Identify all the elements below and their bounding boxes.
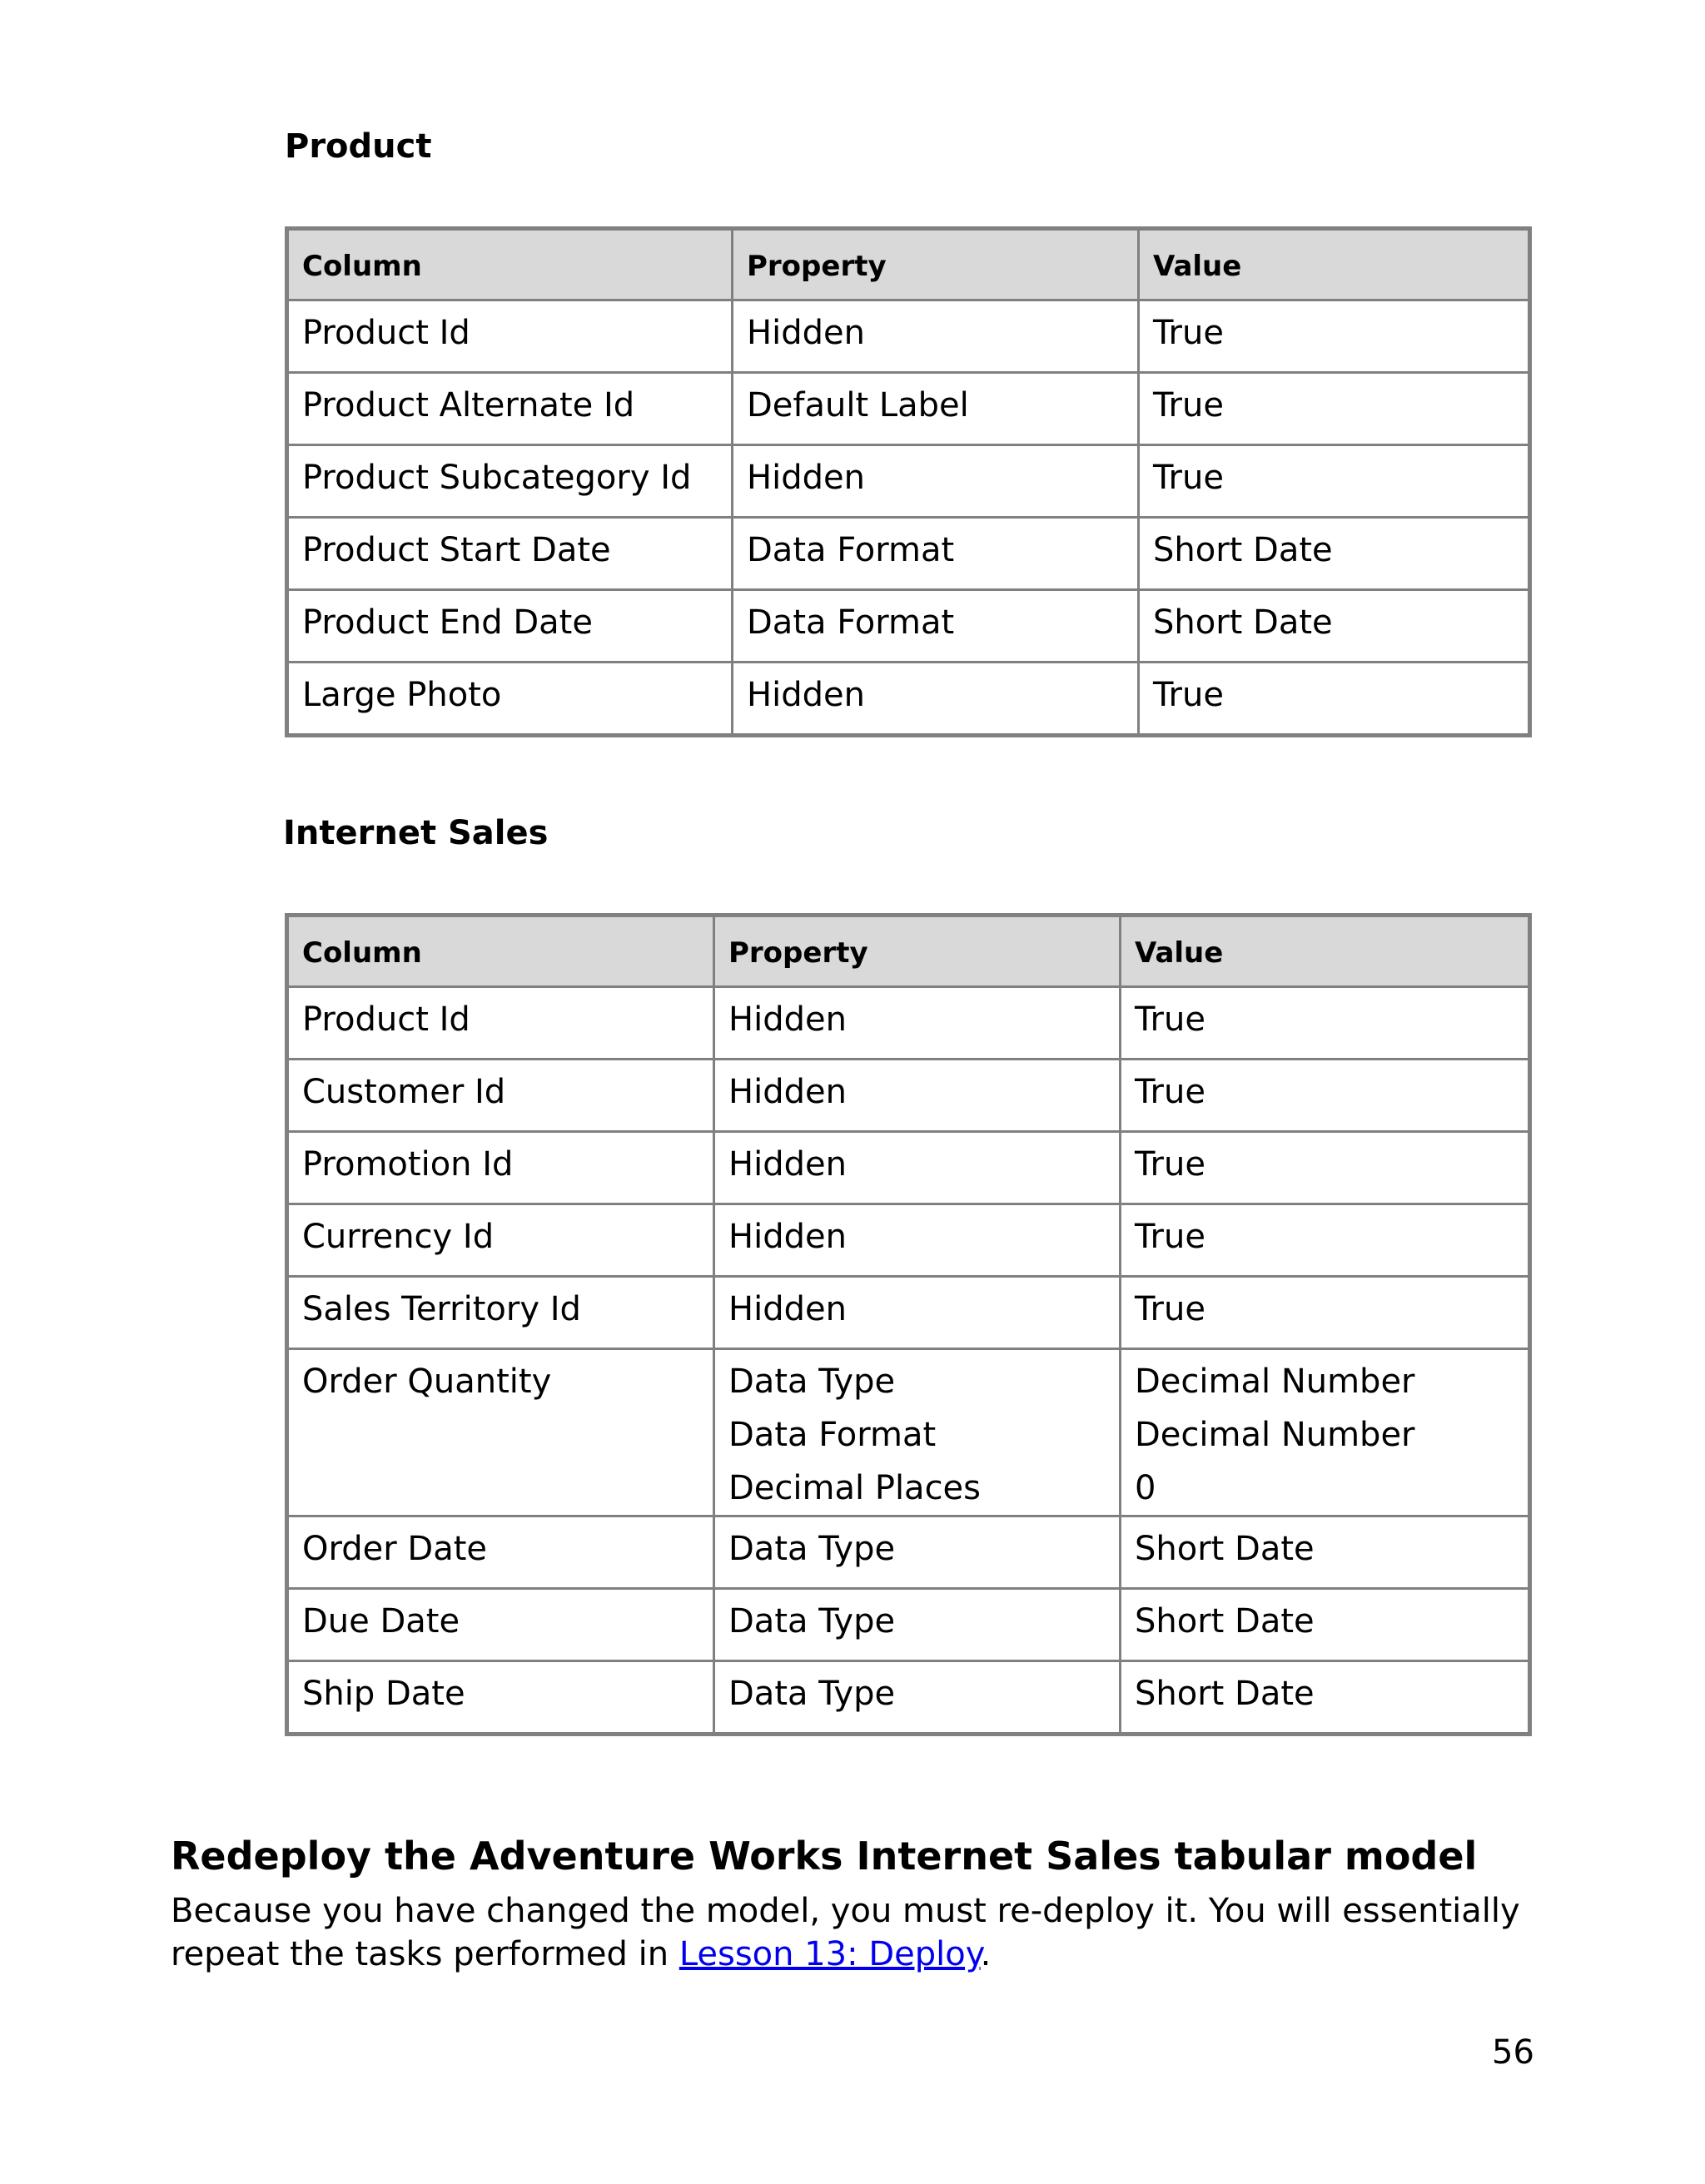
table-row (287, 1661, 1530, 1735)
table-header-row (287, 229, 1530, 300)
redeploy-body (171, 1889, 1544, 1976)
column-cell-text: Large Photo (302, 676, 502, 714)
value-cell-text: True (1153, 386, 1224, 424)
value-cell-text: Decimal Number (1135, 1416, 1415, 1454)
property-header: Property (733, 229, 1139, 300)
property-cell-text: Data Type (728, 1675, 896, 1713)
property-cell (733, 445, 1139, 518)
property-cell-text: Hidden (747, 459, 865, 497)
value-cell (1139, 300, 1530, 373)
column-cell-text: Product Id (302, 1000, 470, 1039)
table-row (287, 987, 1530, 1060)
property-cell-text: Data Format (728, 1416, 937, 1454)
property-cell-text: Hidden (728, 1073, 847, 1111)
property-cell-text: Data Format (747, 603, 955, 642)
table-row (287, 1060, 1530, 1132)
column-cell-text: Product Subcategory Id (302, 459, 692, 497)
table-row (287, 373, 1530, 445)
table-row (287, 300, 1530, 373)
value-cell-text: Short Date (1135, 1675, 1315, 1713)
value-cell-text: True (1135, 1145, 1205, 1184)
value-header: Value (1121, 916, 1530, 987)
column-header: Column (287, 916, 714, 987)
value-cell-text: Short Date (1135, 1602, 1315, 1640)
property-cell (733, 663, 1139, 736)
column-cell-text: Product Alternate Id (302, 386, 635, 424)
value-cell-text: 0 (1135, 1469, 1156, 1507)
property-cell (714, 1204, 1121, 1277)
property-cell (733, 518, 1139, 590)
redeploy-body-text: Because you have changed the model, you must re-deploy it. You will essentially repeat the tasks performed in (171, 1892, 1520, 1973)
table-row (287, 1349, 1530, 1516)
property-cell-text: Data Type (728, 1602, 896, 1640)
property-cell (714, 987, 1121, 1060)
value-cell-text: True (1135, 1000, 1205, 1039)
column-cell (287, 1204, 714, 1277)
value-cell-text: True (1135, 1290, 1205, 1328)
column-cell (287, 445, 733, 518)
column-cell (287, 590, 733, 663)
value-cell (1121, 1204, 1530, 1277)
table-row (287, 1277, 1530, 1349)
table-row (287, 663, 1530, 736)
page-number: 56 (1492, 2033, 1534, 2072)
property-cell (714, 1060, 1121, 1132)
column-cell-text: Product End Date (302, 603, 593, 642)
table-row (287, 518, 1530, 590)
value-cell-text: Short Date (1153, 603, 1333, 642)
column-cell (287, 1589, 714, 1661)
column-cell (287, 1060, 714, 1132)
value-cell-text: True (1153, 459, 1224, 497)
table-row (287, 1516, 1530, 1589)
column-cell-text: Customer Id (302, 1073, 506, 1111)
value-cell-text: True (1135, 1073, 1205, 1111)
value-cell-text: True (1135, 1218, 1205, 1256)
redeploy-heading: Redeploy the Adventure Works Internet Sales tabular model (171, 1834, 1478, 1879)
column-cell (287, 1661, 714, 1735)
value-header: Value (1139, 229, 1530, 300)
product-table-title: Product (285, 127, 432, 166)
value-cell (1121, 1661, 1530, 1735)
column-cell-text: Promotion Id (302, 1145, 514, 1184)
property-cell-text: Data Format (747, 531, 955, 569)
value-cell (1121, 1277, 1530, 1349)
property-cell (714, 1277, 1121, 1349)
property-cell (714, 1349, 1121, 1516)
property-cell-text: Data Type (728, 1530, 896, 1568)
column-cell (287, 1349, 714, 1516)
product-properties-table (285, 226, 1532, 737)
table-row (287, 590, 1530, 663)
column-cell (287, 300, 733, 373)
property-header: Property (714, 916, 1121, 987)
column-cell (287, 1516, 714, 1589)
lesson-13-deploy-link[interactable]: Lesson 13: Deploy (679, 1935, 981, 1973)
table-row (287, 1132, 1530, 1204)
value-cell (1139, 590, 1530, 663)
column-header: Column (287, 229, 733, 300)
table-row (287, 1589, 1530, 1661)
column-cell (287, 1277, 714, 1349)
column-cell-text: Ship Date (302, 1675, 465, 1713)
value-cell (1121, 1132, 1530, 1204)
property-cell-text: Hidden (728, 1145, 847, 1184)
value-cell (1121, 987, 1530, 1060)
property-cell-text: Default Label (747, 386, 969, 424)
property-cell-text: Hidden (728, 1000, 847, 1039)
redeploy-body-end: . (980, 1935, 992, 1973)
value-cell-text: Short Date (1153, 531, 1333, 569)
table-header-row (287, 916, 1530, 987)
value-cell (1121, 1349, 1530, 1516)
column-cell (287, 1132, 714, 1204)
value-cell (1121, 1589, 1530, 1661)
value-cell-text: Short Date (1135, 1530, 1315, 1568)
column-cell (287, 663, 733, 736)
property-cell (714, 1661, 1121, 1735)
value-cell-text: True (1153, 314, 1224, 352)
column-cell-text: Currency Id (302, 1218, 495, 1256)
property-cell (733, 300, 1139, 373)
column-cell-text: Due Date (302, 1602, 460, 1640)
value-cell (1139, 518, 1530, 590)
column-cell (287, 373, 733, 445)
table-row (287, 445, 1530, 518)
internet-sales-properties-table (285, 913, 1532, 1736)
column-cell-text: Sales Territory Id (302, 1290, 581, 1328)
column-cell-text: Product Id (302, 314, 470, 352)
property-cell (733, 373, 1139, 445)
value-cell (1139, 373, 1530, 445)
value-cell-text: Decimal Number (1135, 1363, 1415, 1401)
value-cell-text: True (1153, 676, 1224, 714)
property-cell (714, 1516, 1121, 1589)
column-cell-text: Order Quantity (302, 1363, 552, 1401)
column-cell-text: Order Date (302, 1530, 487, 1568)
property-cell (733, 590, 1139, 663)
column-cell (287, 987, 714, 1060)
property-cell-text: Hidden (728, 1218, 847, 1256)
value-cell (1139, 445, 1530, 518)
value-cell (1121, 1060, 1530, 1132)
column-cell-text: Product Start Date (302, 531, 611, 569)
property-cell-text: Hidden (747, 676, 865, 714)
property-cell-text: Data Type (728, 1363, 896, 1401)
value-cell (1121, 1516, 1530, 1589)
property-cell-text: Hidden (728, 1290, 847, 1328)
internet-sales-table-title: Internet Sales (283, 814, 549, 852)
value-cell (1139, 663, 1530, 736)
property-cell (714, 1132, 1121, 1204)
column-cell (287, 518, 733, 590)
property-cell-text: Decimal Places (728, 1469, 982, 1507)
property-cell (714, 1589, 1121, 1661)
property-cell-text: Hidden (747, 314, 865, 352)
table-row (287, 1204, 1530, 1277)
